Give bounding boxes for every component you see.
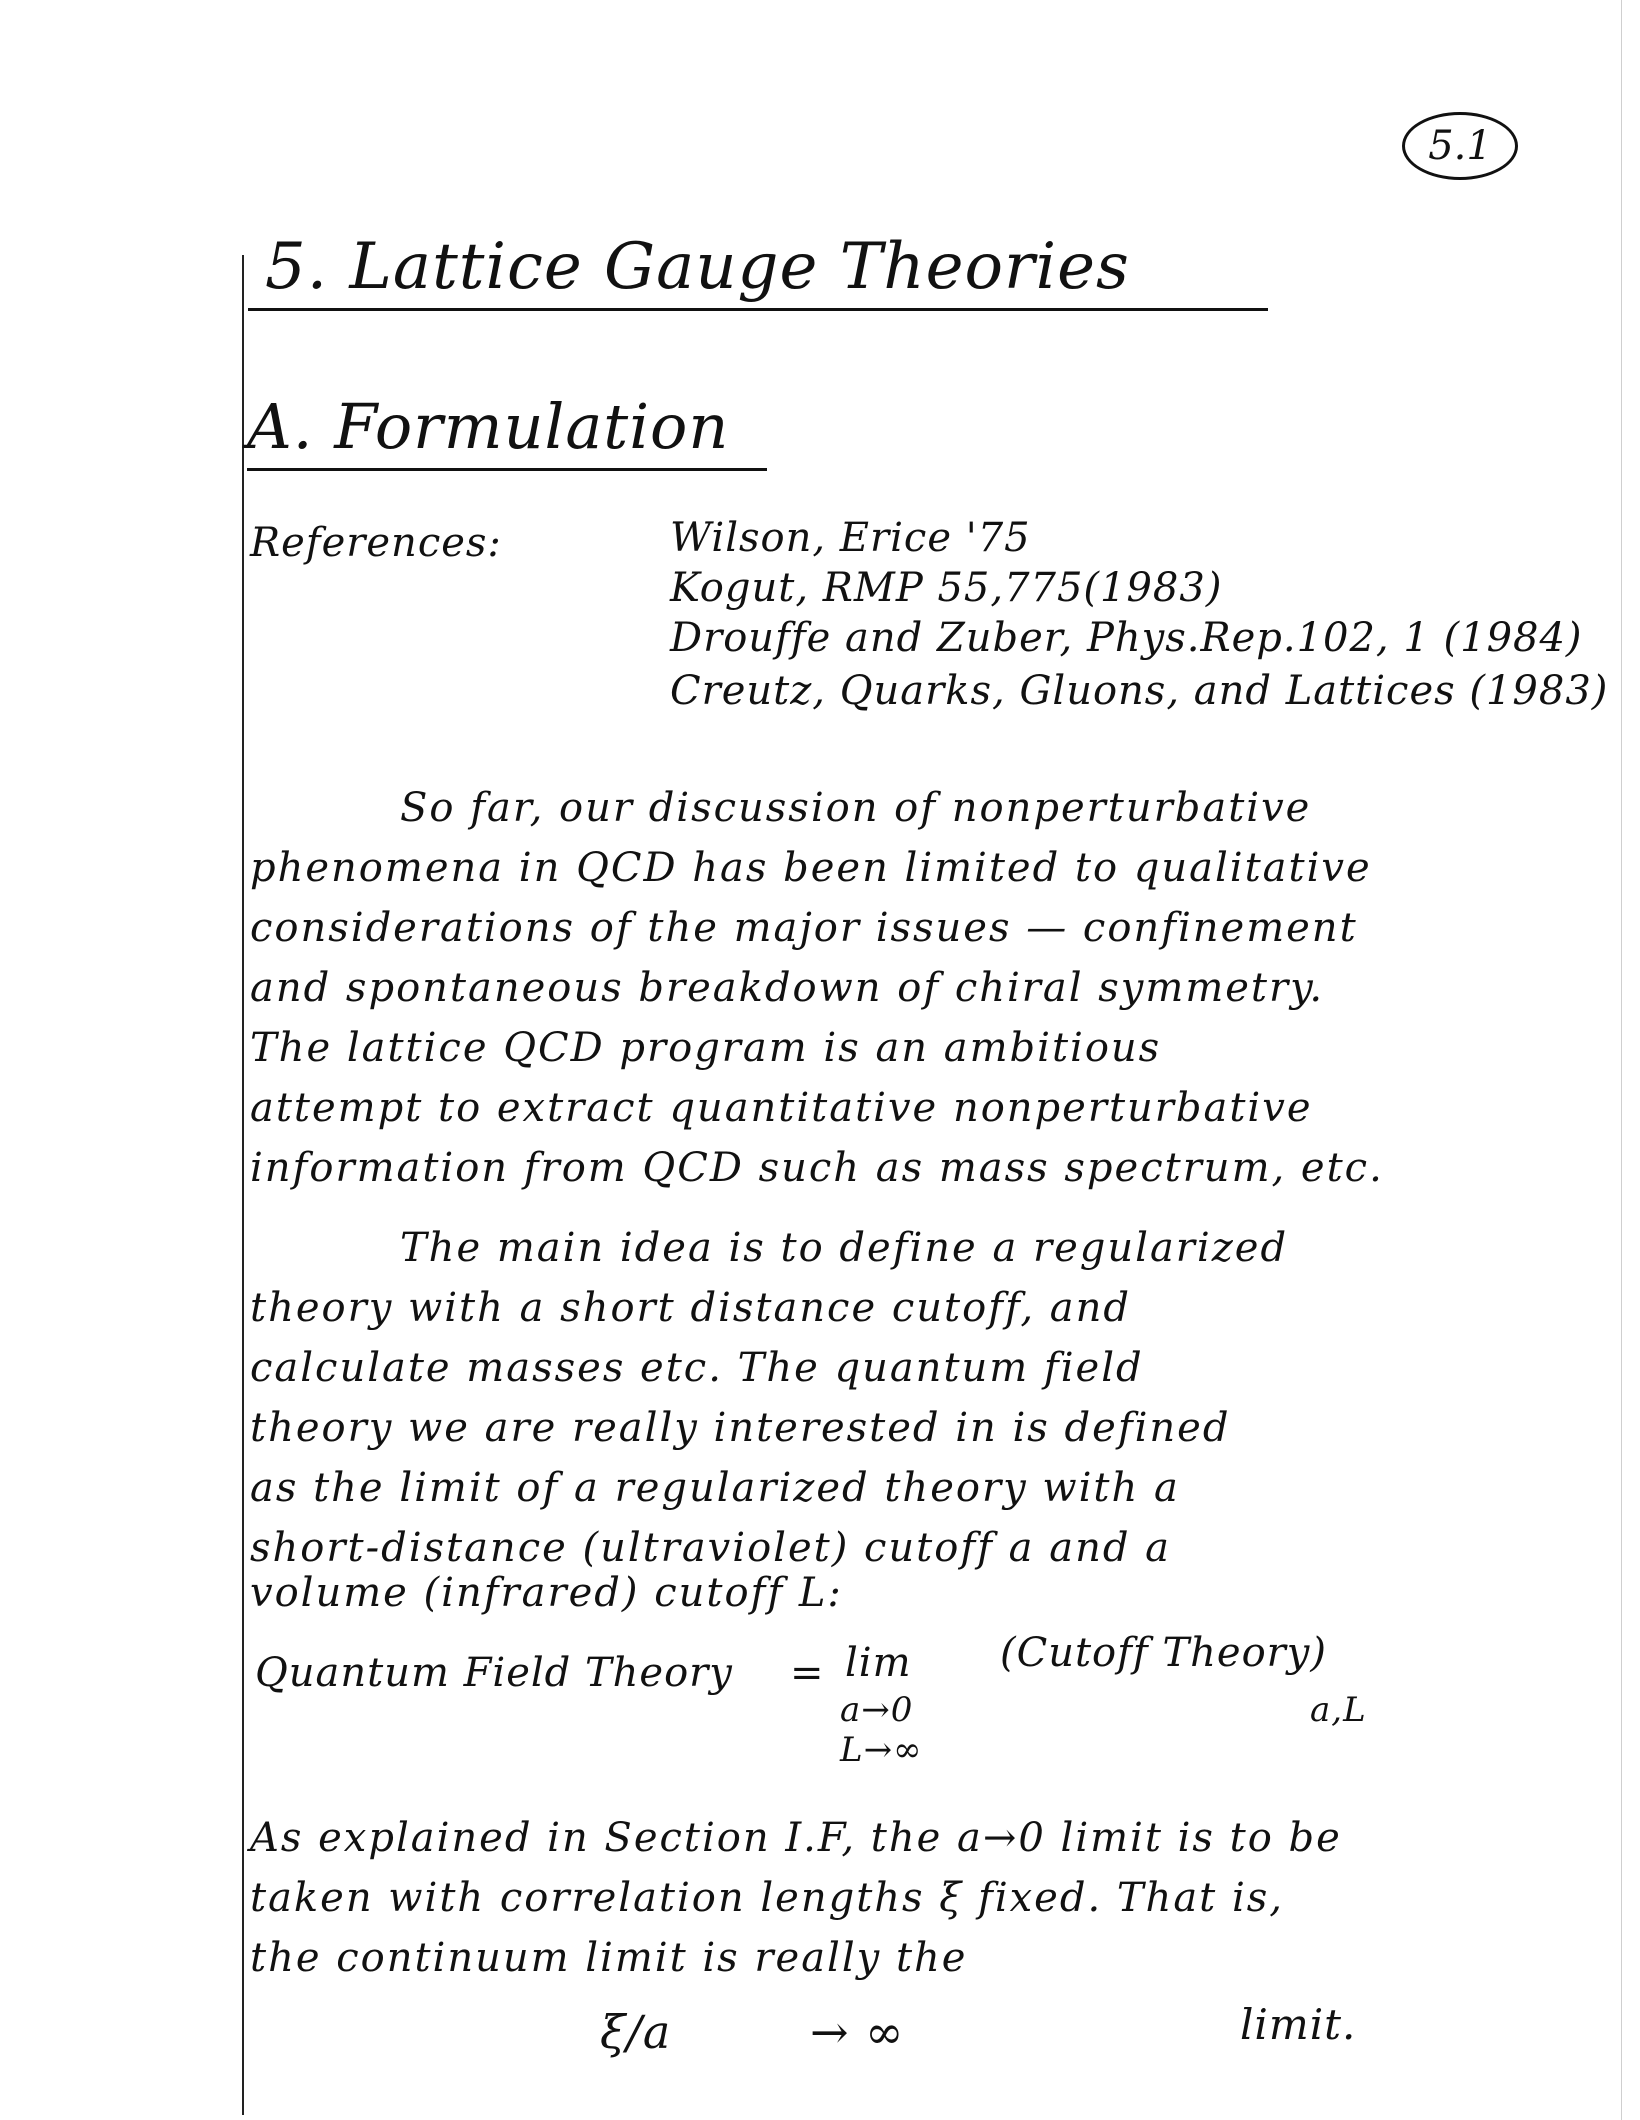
equation-cutoff-theory: (Cutoff Theory) — [1000, 1630, 1327, 1676]
reference-item: Drouffe and Zuber, Phys.Rep.102, 1 (1984) — [670, 615, 1583, 661]
reference-item: Kogut, RMP 55,775(1983) — [670, 565, 1223, 611]
paragraph-line: phenomena in QCD has been limited to qualitative — [250, 845, 1372, 891]
paragraph-line: considerations of the major issues — confinement — [250, 905, 1358, 951]
final-expression-lhs: ξ/a — [600, 2005, 672, 2059]
final-expression-limit: limit. — [1240, 2000, 1357, 2049]
page-number: 5.1 — [1428, 123, 1492, 169]
title-underline — [248, 308, 1268, 311]
paragraph-line: theory with a short distance cutoff, and — [250, 1285, 1131, 1331]
final-expression-arrow: → ∞ — [810, 2005, 905, 2059]
paragraph-line: short-distance (ultraviolet) cutoff a and a — [250, 1525, 1171, 1571]
page-number-circle — [1402, 112, 1518, 180]
paragraph-line: and spontaneous breakdown of chiral symmetry. — [250, 965, 1325, 1011]
section-underline — [247, 468, 767, 471]
paragraph-line: theory we are really interested in is defined — [250, 1405, 1231, 1451]
reference-item: Creutz, Quarks, Gluons, and Lattices (1983) — [670, 668, 1609, 714]
paragraph-line: volume (infrared) cutoff L: — [250, 1570, 843, 1616]
paragraph-line: information from QCD such as mass spectrum, etc. — [250, 1145, 1384, 1191]
paragraph-line: calculate masses etc. The quantum field — [250, 1345, 1144, 1391]
paragraph-line: As explained in Section I.F, the a→0 limit is to be — [250, 1815, 1342, 1861]
equation-lim: lim — [845, 1640, 912, 1686]
paragraph-line: taken with correlation lengths ξ fixed. That is, — [250, 1875, 1284, 1921]
equation-limit-a: a→0 — [840, 1690, 914, 1730]
paragraph-line: the continuum limit is really the — [250, 1935, 968, 1981]
references-label: References: — [250, 520, 502, 566]
reference-item: Wilson, Erice '75 — [670, 515, 1031, 561]
paragraph-line: as the limit of a regularized theory with a — [250, 1465, 1180, 1511]
paragraph-line: So far, our discussion of nonperturbative — [400, 785, 1312, 831]
equation-equals: = — [790, 1650, 825, 1696]
margin-line — [242, 255, 244, 2115]
equation-lhs: Quantum Field Theory — [255, 1650, 733, 1696]
page-edge — [1621, 0, 1622, 2120]
paragraph-line: attempt to extract quantitative nonperturbative — [250, 1085, 1313, 1131]
equation-subscript: a,L — [1310, 1690, 1367, 1730]
equation-limit-L: L→∞ — [840, 1730, 923, 1770]
paragraph-line: The main idea is to define a regularized — [400, 1225, 1289, 1271]
page-title: 5. Lattice Gauge Theories — [265, 230, 1130, 304]
paragraph-line: The lattice QCD program is an ambitious — [250, 1025, 1162, 1071]
section-heading: A. Formulation — [247, 390, 730, 463]
